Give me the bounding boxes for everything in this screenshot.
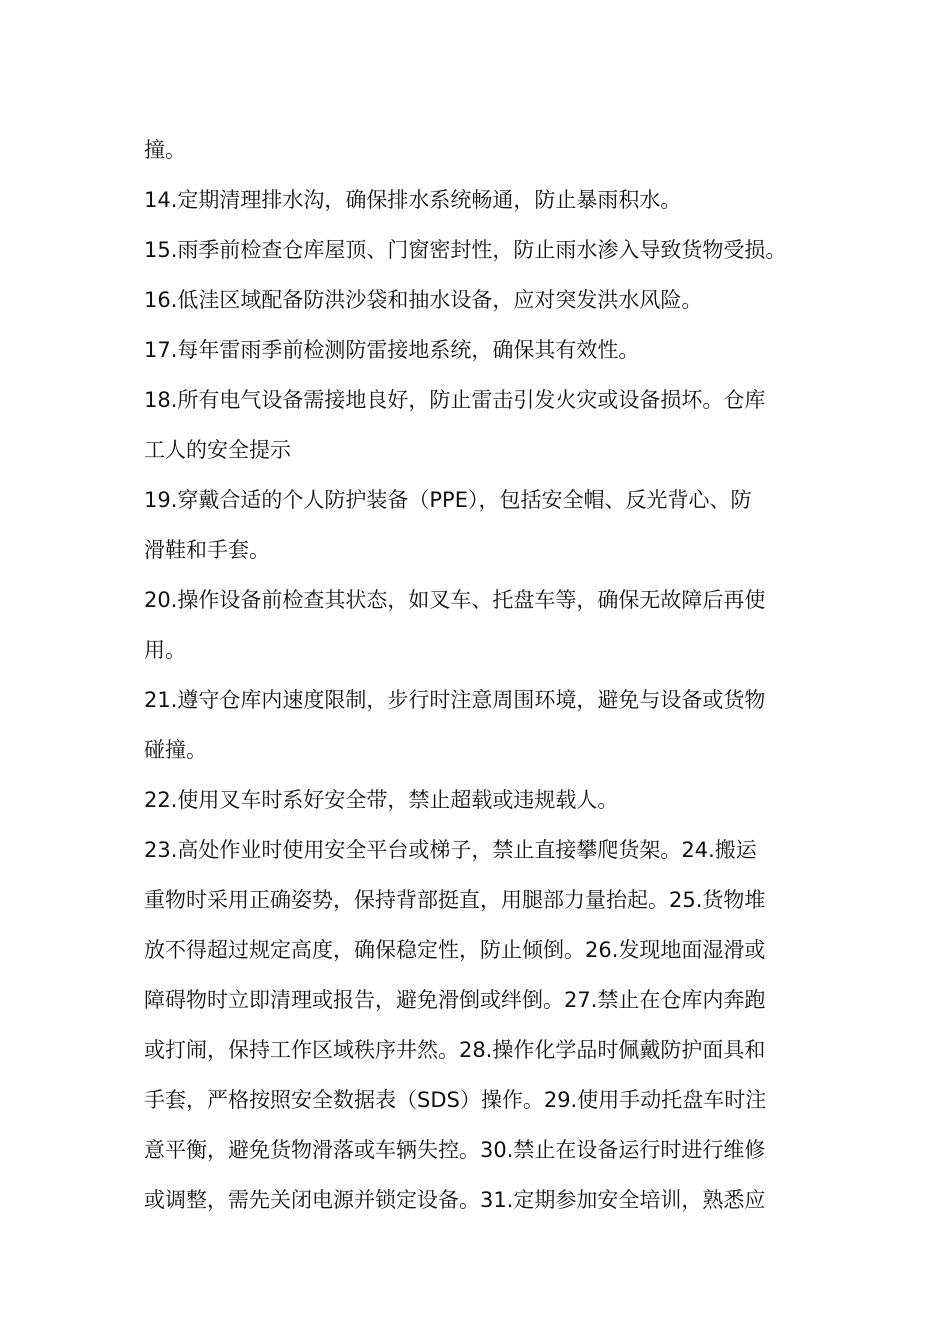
text-line: 或打闹，保持工作区域秩序井然。28.操作化学品时佩戴防护面具和 [144,1038,766,1062]
text-line: 15.雨季前检查仓库屋顶、门窗密封性，防止雨水渗入导致货物受损。 [144,238,787,262]
text-line: 意平衡，避免货物滑落或车辆失控。30.禁止在设备运行时进行维修 [144,1138,766,1162]
text-line: 23.高处作业时使用安全平台或梯子，禁止直接攀爬货架。24.搬运 [144,838,757,862]
text-line: 20.操作设备前检查其状态，如叉车、托盘车等，确保无故障后再使 [144,588,766,612]
text-line: 22.使用叉车时系好安全带，禁止超载或违规载人。 [144,788,619,812]
text-line: 19.穿戴合适的个人防护装备（PPE），包括安全帽、反光背心、防 [144,488,752,512]
text-line: 14.定期清理排水沟，确保排水系统畅通，防止暴雨积水。 [144,188,682,212]
text-line: 16.低洼区域配备防洪沙袋和抽水设备，应对突发洪水风险。 [144,288,703,312]
text-line: 碰撞。 [144,738,207,762]
text-line: 或调整，需先关闭电源并锁定设备。31.定期参加安全培训，熟悉应 [144,1188,766,1212]
text-line: 18.所有电气设备需接地良好，防止雷击引发火灾或设备损坏。仓库 [144,388,766,412]
text-line: 17.每年雷雨季前检测防雷接地系统，确保其有效性。 [144,338,640,362]
text-line: 重物时采用正确姿势，保持背部挺直，用腿部力量抬起。25.货物堆 [144,888,766,912]
text-line: 障碍物时立即清理或报告，避免滑倒或绊倒。27.禁止在仓库内奔跑 [144,988,766,1012]
document-body [144,125,844,1225]
text-line: 撞。 [144,138,186,162]
text-line: 21.遵守仓库内速度限制，步行时注意周围环境，避免与设备或货物 [144,688,766,712]
text-line: 用。 [144,638,186,662]
text-line: 放不得超过规定高度，确保稳定性，防止倾倒。26.发现地面湿滑或 [144,938,766,962]
text-line: 滑鞋和手套。 [144,538,270,562]
text-line: 手套，严格按照安全数据表（SDS）操作。29.使用手动托盘车时注 [144,1088,767,1112]
text-line: 工人的安全提示 [144,438,291,462]
